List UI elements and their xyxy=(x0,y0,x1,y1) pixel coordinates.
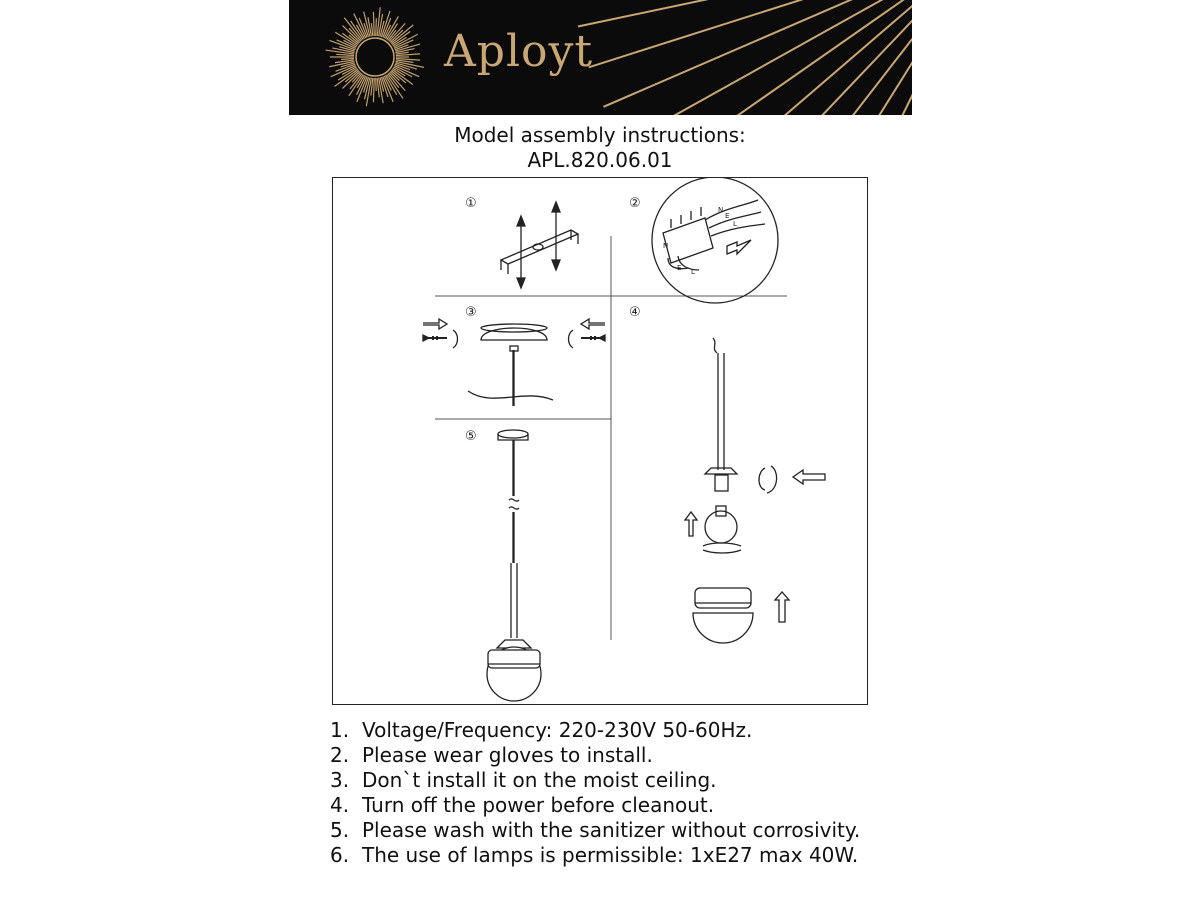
list-item: 5. Please wash with the sanitizer without corrosivity. xyxy=(330,818,861,842)
step-1-marker: ① xyxy=(465,196,477,211)
completed-pendant-illustration xyxy=(487,430,541,701)
mounting-bracket-illustration xyxy=(501,202,578,288)
note-lamp-spec: The use of lamps is permissible: 1xE27 max 40W. xyxy=(362,843,859,867)
bulb-shade-installation-illustration xyxy=(685,338,825,643)
list-item: 6. The use of lamps is permissible: 1xE27 max 40W. xyxy=(330,843,859,867)
canopy-screw-illustration xyxy=(423,319,605,406)
svg-text:E: E xyxy=(725,212,730,220)
list-item: 4. Turn off the power before cleanout. xyxy=(330,793,715,817)
note-gloves: Please wear gloves to install. xyxy=(362,743,653,767)
panel-dividers xyxy=(435,236,787,640)
assembly-diagram xyxy=(332,177,868,705)
note-voltage: Voltage/Frequency: 220-230V 50-60Hz. xyxy=(362,718,753,742)
terminal-block-illustration xyxy=(652,178,778,303)
list-item: 1. Voltage/Frequency: 220-230V 50-60Hz. xyxy=(330,718,753,742)
note-sanitizer: Please wash with the sanitizer without corrosivity. xyxy=(362,818,861,842)
step-5-marker: ⑤ xyxy=(465,429,477,444)
svg-text:L: L xyxy=(691,268,695,276)
model-number: APL.820.06.01 xyxy=(527,148,673,172)
svg-text:N: N xyxy=(663,242,669,250)
list-item: 3. Don`t install it on the moist ceiling. xyxy=(330,768,717,792)
document-title: Model assembly instructions: xyxy=(454,123,746,147)
step-3-marker: ③ xyxy=(465,305,477,320)
svg-text:E: E xyxy=(677,264,682,272)
brand-banner xyxy=(289,0,912,115)
list-item: 2. Please wear gloves to install. xyxy=(330,743,653,767)
note-moist-ceiling: Don`t install it on the moist ceiling. xyxy=(362,768,717,792)
step-4-marker: ④ xyxy=(629,305,641,320)
step-2-marker: ② xyxy=(629,196,641,211)
instruction-notes-list xyxy=(330,718,860,868)
sunburst-logo-graphic xyxy=(289,0,912,115)
svg-text:L: L xyxy=(733,220,737,228)
brand-logo-text: Aployt xyxy=(444,26,594,77)
svg-text:N: N xyxy=(718,206,724,214)
note-power-off: Turn off the power before cleanout. xyxy=(362,793,715,817)
